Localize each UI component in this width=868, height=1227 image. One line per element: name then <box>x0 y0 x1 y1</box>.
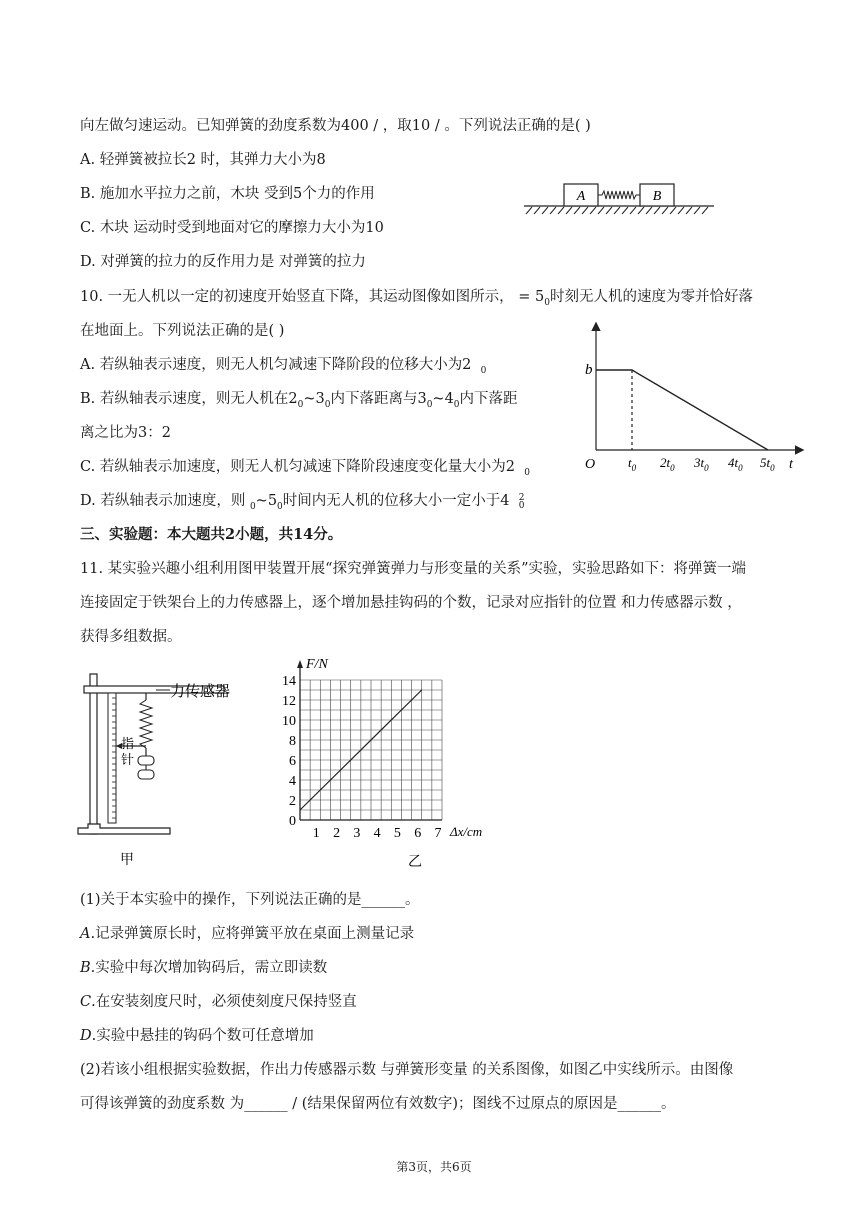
force-sensor-label: 力传感器 <box>170 684 231 700</box>
q9-spring-blocks-figure <box>518 178 718 216</box>
q10-option-b: B. 若纵轴表示速度，则无人机在$2_0\sim 3_0$内下落距离与$3_0\sim 4_0$内下落距 <box>80 391 518 410</box>
q11-stem-1: 11. 某实验兴趣小组利用图甲装置开展“探究弹簧弹力与形变量的关系”实验，实验思路如下：将弹簧一端 <box>80 561 746 577</box>
stand-base <box>78 824 170 834</box>
y-tick-label: 6 <box>289 754 296 769</box>
q11-sub1-option-a: A.记录弹簧原长时，应将弹簧平放在桌面上测量记录 <box>80 926 415 942</box>
q11-sub2-line-1: (2)若该小组根据实验数据，作出力传感器示数 与弹簧形变量 的关系图像，如图乙中实线所示。由图像 <box>80 1062 734 1078</box>
chart-y-arrow <box>297 660 303 668</box>
origin-label: O <box>585 457 596 472</box>
y-tick-label: 14 <box>282 674 296 689</box>
hook-weight-1 <box>138 756 154 765</box>
block-a-label: A <box>576 189 586 204</box>
page-footer: 第3页，共6页 <box>396 1160 472 1174</box>
q11-sub1-option-c: C.在安装刻度尺时，必须使刻度尺保持竖直 <box>80 994 357 1010</box>
q9-option-b: B. 施加水平拉力之前，木块 受到5个力的作用 <box>80 186 375 202</box>
block-b-label: B <box>652 189 662 204</box>
fig-jia-caption: 甲 <box>120 853 134 868</box>
y-tick-label: 2 <box>289 794 296 809</box>
q11-stem-2: 连接固定于铁架台上的力传感器上，逐个增加悬挂钩码的个数，记录对应指针的位置 和力传感器示数 ， <box>80 595 742 611</box>
q9-stem-end: 向左做匀速运动。已知弹簧的劲度系数为400 / ，取10 / 。下列说法正确的是( ) <box>80 118 591 134</box>
x-tick-label: 1 <box>312 826 320 841</box>
x-tick-label: 7 <box>434 826 442 841</box>
q11-sub1: (1)关于本实验中的操作，下列说法正确的是______。 <box>80 892 420 908</box>
tick-2t0: $2t_0$ <box>660 455 675 473</box>
x-tick-label: 2 <box>333 826 341 841</box>
y-value-label: b <box>585 362 593 378</box>
y-tick-label: 12 <box>282 694 296 709</box>
pointer-label-1: 指 <box>121 736 135 751</box>
tick-t0: $t_0$ <box>628 455 637 473</box>
x-tick-label: 6 <box>414 826 422 841</box>
q10-option-c: C. 若纵轴表示加速度，则无人机匀减速下降阶段速度变化量大小为2 $_0$ <box>80 459 530 478</box>
section-3-title: 三、实验题：本大题共2小题，共14分。 <box>80 526 343 543</box>
y-tick-label: 0 <box>289 814 296 829</box>
y-tick-label: 4 <box>289 774 296 789</box>
x-tick-label: 3 <box>353 826 361 841</box>
tick-4t0: $4t_0$ <box>728 455 743 473</box>
q10-motion-graph <box>576 318 808 478</box>
hook-weight-2 <box>138 770 154 779</box>
q9-option-a: A. 轻弹簧被拉长2 时，其弹力大小为8 <box>80 152 326 168</box>
t-axis-label: t <box>789 457 793 472</box>
fig-yi-caption: 乙 <box>408 855 422 870</box>
q9-option-d: D. 对弹簧的拉力的反作用力是 对弹簧的拉力 <box>80 254 366 270</box>
q11-sub1-option-b: B.实验中每次增加钩码后，需立即读数 <box>80 960 328 976</box>
chart-x-label: Δx/cm <box>450 824 483 839</box>
q11-sub1-option-d: D.实验中悬挂的钩码个数可任意增加 <box>80 1028 314 1044</box>
fig-yi-chart <box>278 652 508 874</box>
q10-option-a: A. 若纵轴表示速度，则无人机匀减速下降阶段的位移大小为2 $_0$ <box>80 357 487 376</box>
q10-option-d: D. 若纵轴表示加速度，则 $_0\sim 5_0$时间内无人机的位移大小一定小于4 $^2$ 0 <box>80 493 525 512</box>
hanging-spring <box>140 700 152 748</box>
q9-option-c: C. 木块 运动时受到地面对它的摩擦力大小为10 <box>80 220 384 236</box>
x-tick-label: 5 <box>393 826 401 841</box>
pointer-label-2: 针 <box>121 752 135 767</box>
y-tick-label: 8 <box>289 734 296 749</box>
q11-stem-3: 获得多组数据。 <box>80 629 182 645</box>
x-tick-label: 4 <box>373 826 381 841</box>
chart-y-label: F/N <box>306 657 328 672</box>
tick-3t0: $3t_0$ <box>694 455 709 473</box>
stand-rod <box>90 674 97 834</box>
tick-5t0: $5t_0$ <box>760 455 775 473</box>
graph-line <box>596 370 768 450</box>
spring <box>598 191 640 199</box>
q10-stem-2: 在地面上。下列说法正确的是( ) <box>80 323 285 339</box>
q10-stem-1: 10. 一无人机以一定的初速度开始竖直下降，其运动图像如图所示， = $5_0$时刻无人机的速度为零并恰好落 <box>80 289 753 308</box>
q10-option-b-cont: 离之比为3：2 <box>80 425 171 441</box>
q11-sub2-line-2: 可得该弹簧的劲度系数 为______ / (结果保留两位有效数字)；图线不过原点的原因是______。 <box>80 1096 676 1112</box>
y-tick-label: 10 <box>282 714 296 729</box>
fig-jia-apparatus <box>70 668 260 873</box>
